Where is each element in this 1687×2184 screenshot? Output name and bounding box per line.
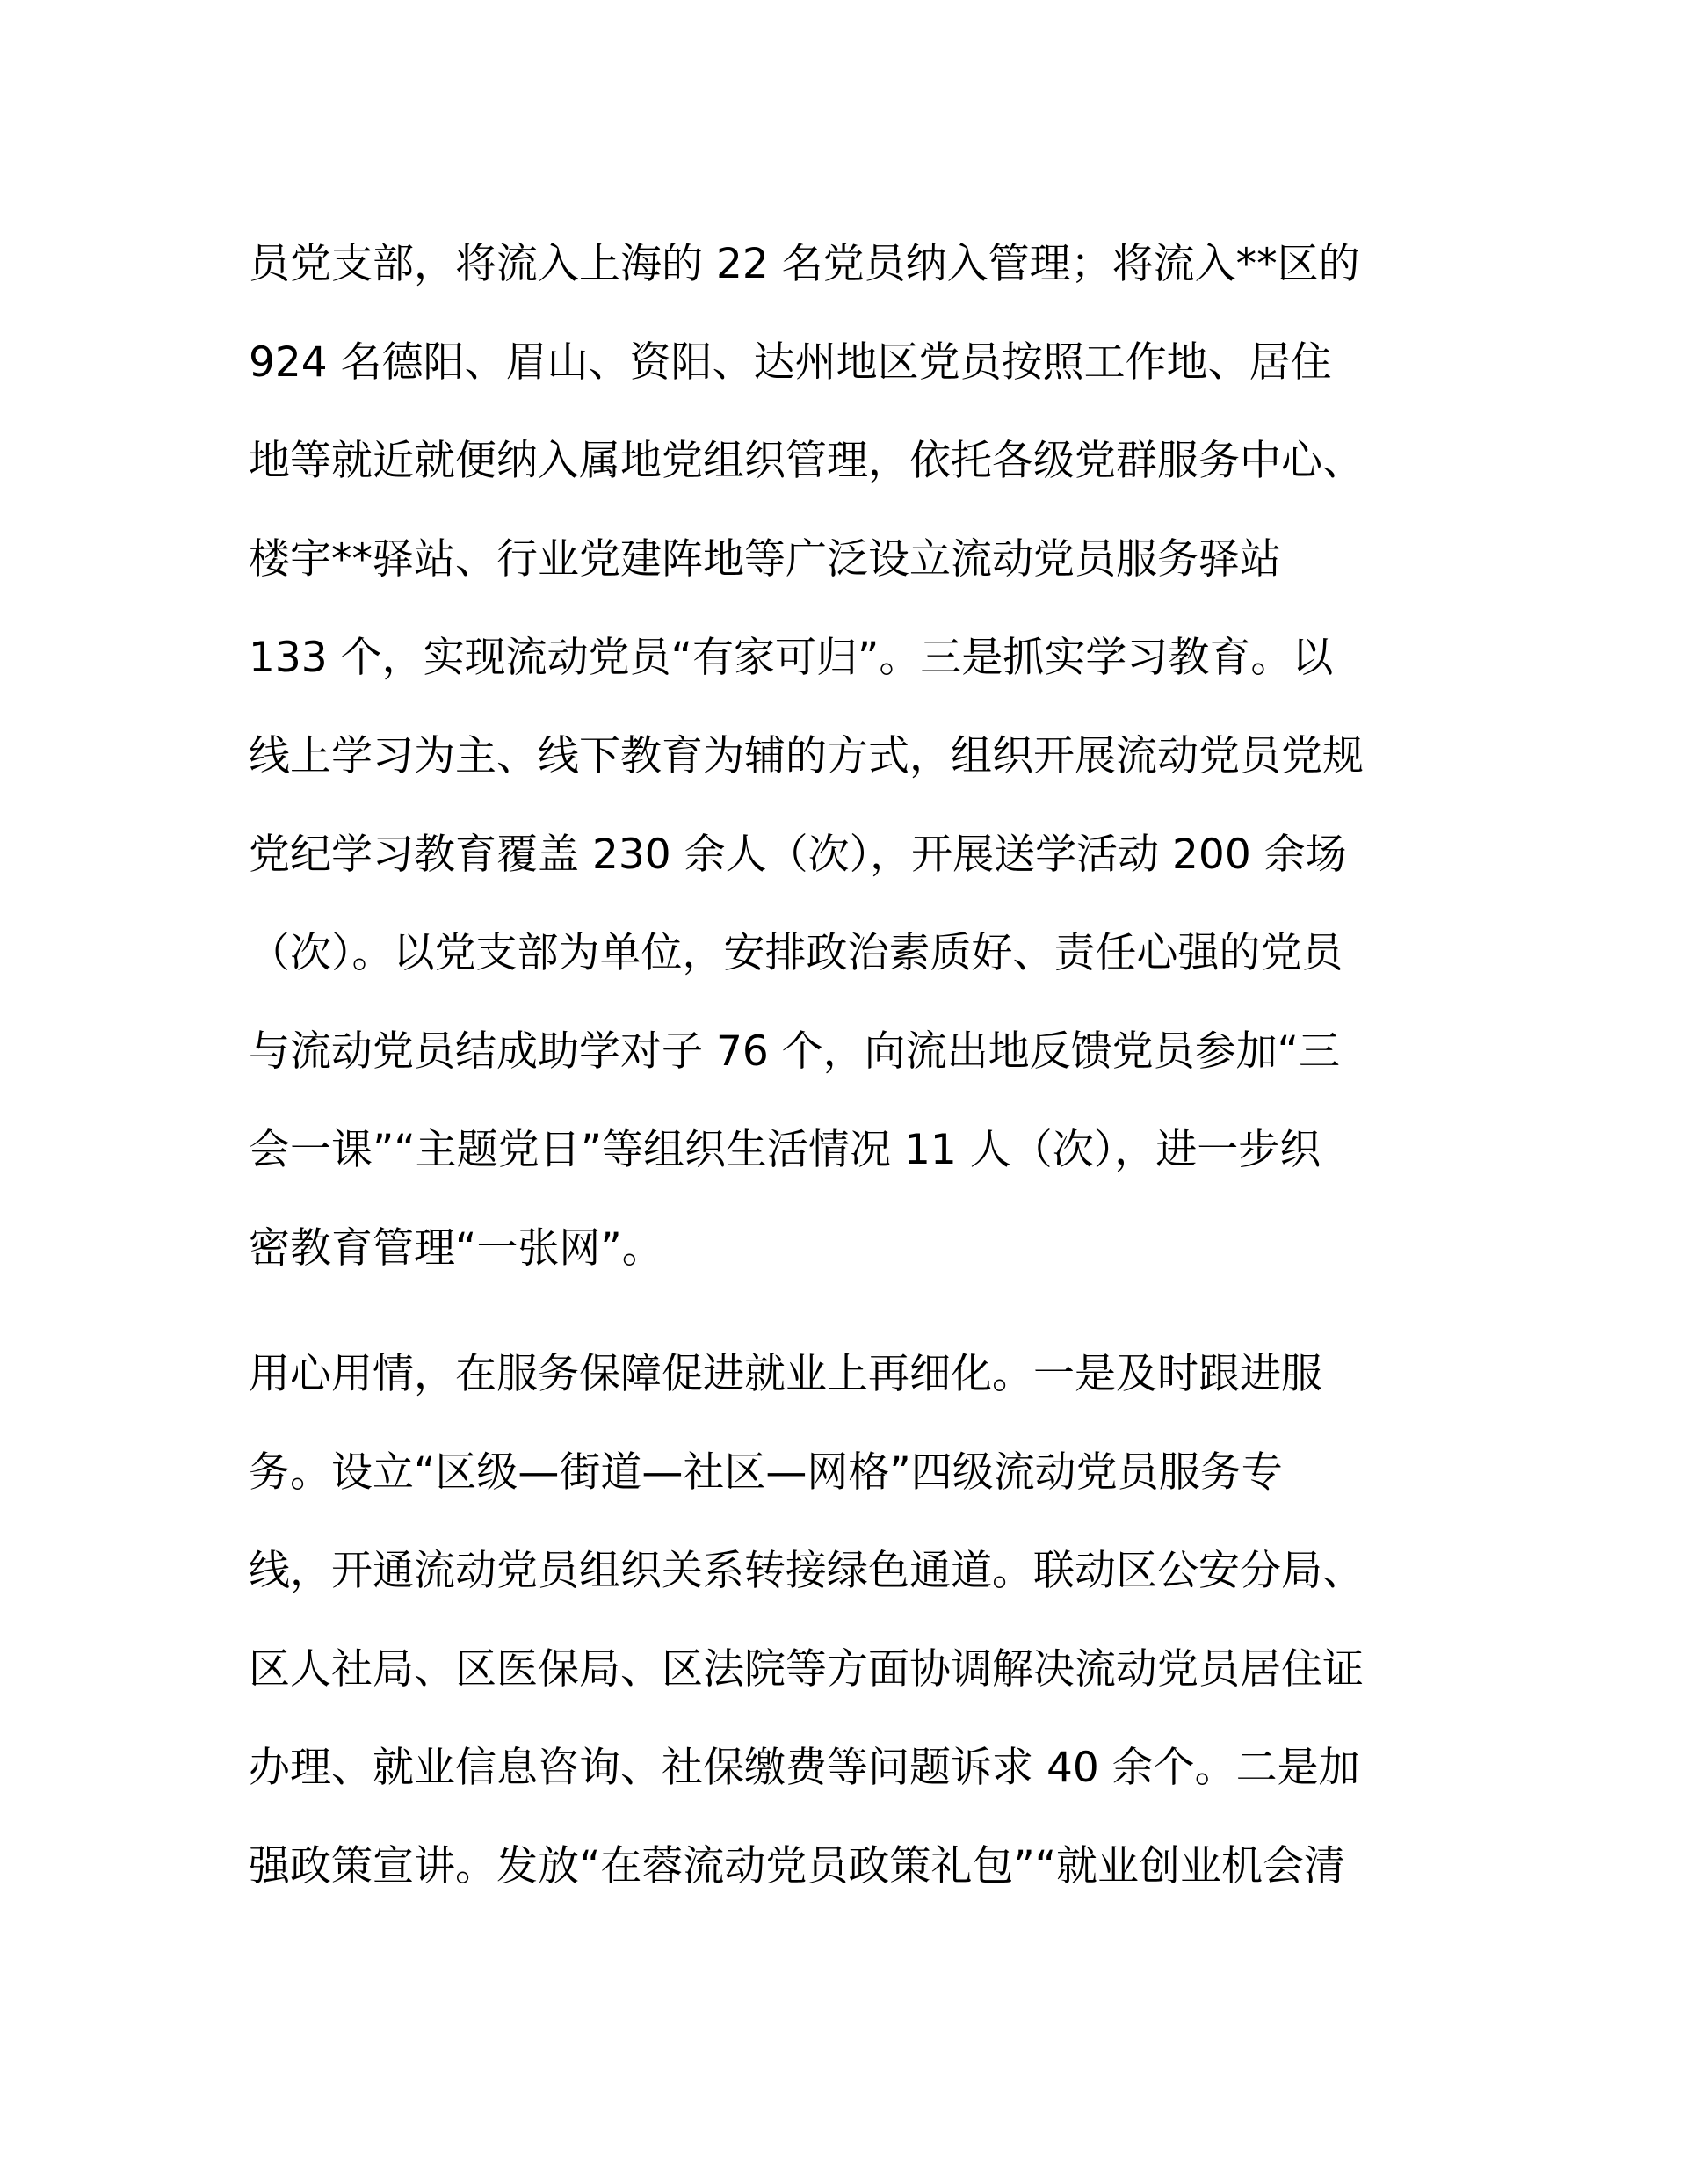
text-line: 133 个，实现流动党员“有家可归”。三是抓实学习教育。以 (249, 634, 1334, 682)
text-line: 区人社局、区医保局、区法院等方面协调解决流动党员居住证 (249, 1645, 1364, 1694)
text-line: 员党支部，将流入上海的 22 名党员纳入管理；将流入**区的 (249, 240, 1360, 288)
text-line: （次）。以党支部为单位，安排政治素质好、责任心强的党员 (249, 929, 1343, 977)
text-line: 强政策宣讲。发放“在蓉流动党员政策礼包”“就业创业机会清 (249, 1842, 1346, 1890)
text-line: 楼宇**驿站、行业党建阵地等广泛设立流动党员服务驿站 (249, 535, 1281, 584)
text-line: 与流动党员结成助学对子 76 个，向流出地反馈党员参加“三 (249, 1027, 1341, 1076)
text-line: 地等就近就便纳入属地党组织管理，依托各级党群服务中心、 (249, 437, 1364, 485)
text-line: 务。设立“区级—街道—社区—网格”四级流动党员服务专 (249, 1448, 1283, 1497)
text-line: 用心用情，在服务保障促进就业上再细化。一是及时跟进服 (249, 1350, 1322, 1398)
text-line: 会一课”“主题党日”等组织生活情况 11 人（次），进一步织 (249, 1126, 1321, 1174)
text-line: 924 名德阳、眉山、资阳、达州地区党员按照工作地、居住 (249, 338, 1332, 387)
text-line: 党纪学习教育覆盖 230 余人（次），开展送学活动 200 余场 (249, 831, 1347, 879)
text-line: 办理、就业信息咨询、社保缴费等问题诉求 40 余个。二是加 (249, 1744, 1360, 1792)
text-line: 线上学习为主、线下教育为辅的方式，组织开展流动党员党规 (249, 732, 1364, 780)
text-line: 密教育管理“一张网”。 (249, 1224, 663, 1273)
text-line: 线，开通流动党员组织关系转接绿色通道。联动区公安分局、 (249, 1547, 1364, 1595)
